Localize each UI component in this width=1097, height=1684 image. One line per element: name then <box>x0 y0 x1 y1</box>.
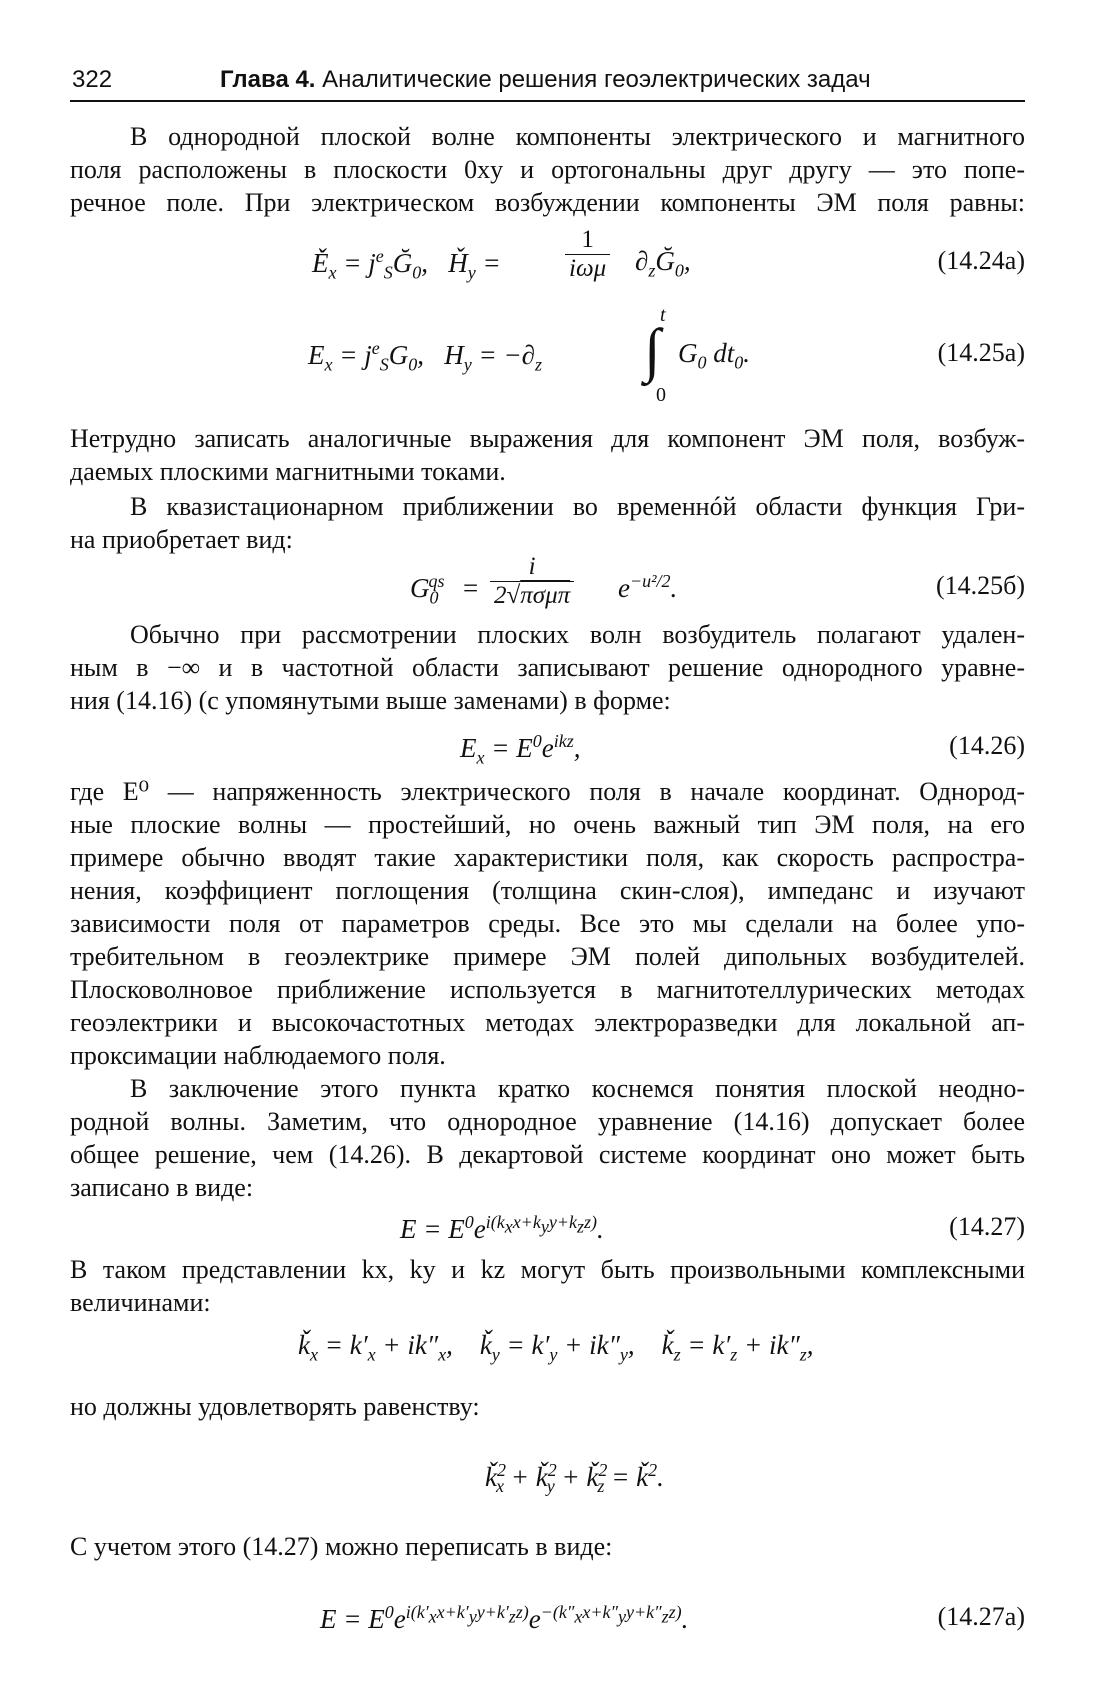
equation-number: (14.27) <box>949 1212 1025 1241</box>
text-line: В заключение этого пункта кратко коснемся понятия плоской неодно- <box>130 1074 1025 1103</box>
paragraph-7 <box>70 1253 1025 1319</box>
equation-14-26: $E_x = E^0e^{ikz}$, (14.26) <box>460 731 1025 768</box>
text-line: В квазистационарном приближении во временнóй области функция Гри- <box>130 492 1025 521</box>
paragraph-9 <box>70 1530 1025 1563</box>
text-line: ным в −∞ и в частотной области записывают решение однородного уравне- <box>70 653 1025 682</box>
paragraph-8 <box>70 1390 1025 1423</box>
text-line: общее решение, чем (14.26). В декартовой системе координат оно может быть <box>70 1140 1025 1169</box>
paragraph-2 <box>70 422 1025 488</box>
text-line: где E⁰ — напряженность электрического поля в начале координат. Однород- <box>70 777 1025 806</box>
chapter-label: Глава 4. <box>220 66 316 93</box>
running-header <box>70 64 1025 102</box>
text-line: нения, коэффициент поглощения (толщина скин-слоя), импеданс и изучают <box>70 876 1025 905</box>
text-line: Обычно при рассмотрении плоских волн возбудитель полагают удален- <box>130 620 1025 649</box>
text-line: В таком представлении kx, ky и kz могут быть произвольными комплексными <box>70 1255 1025 1284</box>
text-line: геоэлектрики и высокочастотных методах электроразведки для локальной ап- <box>70 1008 1025 1037</box>
equation-k-components: $ǩ_x = k'_x + ik''_x$, $ǩ_y = k'_y + ik''_y$, $ǩ_z = k'_z + ik''_z$, <box>298 1330 814 1365</box>
text-line: записано в виде: <box>70 1173 254 1202</box>
text-line: речное поле. При электрическом возбуждении компоненты ЭМ поля равны: <box>70 188 1025 217</box>
paragraph-1 <box>70 120 1025 219</box>
text-line: родной волны. Заметим, что однородное уравнение (14.16) допускает более <box>70 1107 1025 1136</box>
equation-number: (14.27a) <box>937 1602 1025 1631</box>
text-line: ния (14.16) (с упомянутыми выше заменами) в форме: <box>70 686 671 715</box>
paragraph-5 <box>70 775 1025 1072</box>
text-line: Плосковолновое приближение используется в магнитотеллурических методах <box>70 975 1025 1004</box>
equation-number: (14.25a) <box>937 338 1025 367</box>
equation-14-24a: $Ě_x$ = $j^e_SĞ_0$, $Ȟ_y$ = 1 iωμ $\partial_zĞ_0$, (14.24a) <box>312 226 1025 283</box>
text-line: примере обычно вводят такие характеристики поля, как скорость распростра- <box>70 843 1025 872</box>
text-line: зависимости поля от параметров среды. Все это мы сделали на более упо- <box>70 909 1025 938</box>
equation-number: (14.26) <box>949 731 1025 760</box>
chapter-title: Аналитические решения геоэлектрических задач <box>322 66 871 93</box>
equation-k-squared: $ǩ^2_x$ + $ǩ^2_y$ + $ǩ^2_z$ = $ǩ^2$. <box>485 1460 664 1497</box>
text-line: на приобретает вид: <box>70 525 293 554</box>
paragraph-3 <box>70 490 1025 556</box>
equation-14-25b: $G_0^{qs}$ = i 2√πσμπ $e^{-u^2/2}$. (14.25б) <box>410 553 1025 609</box>
text-line: но должны удовлетворять равенству: <box>70 1392 480 1421</box>
text-line: В однородной плоской волне компоненты электрического и магнитного <box>130 122 1025 151</box>
equation-14-27: $E = E^0e^{i(k_xx+k_yy+k_zz)}$. (14.27) <box>400 1212 1025 1244</box>
text-line: С учетом этого (14.27) можно переписать в виде: <box>70 1532 613 1561</box>
running-title <box>220 66 871 94</box>
text-line: требительном в геоэлектрике примере ЭМ полей дипольных возбудителей. <box>70 942 1025 971</box>
equation-number: (14.25б) <box>935 571 1025 600</box>
equation-14-25a: t $E_x = j^e_SG_0$, $H_y = -\partial_z$ ∫ $G_0$ $dt_0$. 0 (14.25a) <box>308 304 1025 406</box>
text-line: даемых плоскими магнитными токами. <box>70 457 506 486</box>
paragraph-6 <box>70 1072 1025 1204</box>
text-line: поля расположены в плоскости 0xy и ортогональны друг другу — это попе- <box>70 155 1025 184</box>
page-number: 322 <box>72 66 113 93</box>
text-line: величинами: <box>70 1288 211 1317</box>
equation-number: (14.24a) <box>937 246 1025 275</box>
paragraph-4 <box>70 618 1025 717</box>
text-line: проксимации наблюдаемого поля. <box>70 1041 446 1070</box>
text-line: Нетрудно записать аналогичные выражения для компонент ЭМ поля, возбуж- <box>70 424 1025 453</box>
text-line: ные плоские волны — простейший, но очень важный тип ЭМ поля, на его <box>70 810 1025 839</box>
equation-14-27a: $E = E^0e^{i(k'_xx+k'_yy+k'_zz)}e^{-(k''_xx+k''_yy+k''_zz)}$. (14.27a) <box>320 1602 1025 1634</box>
